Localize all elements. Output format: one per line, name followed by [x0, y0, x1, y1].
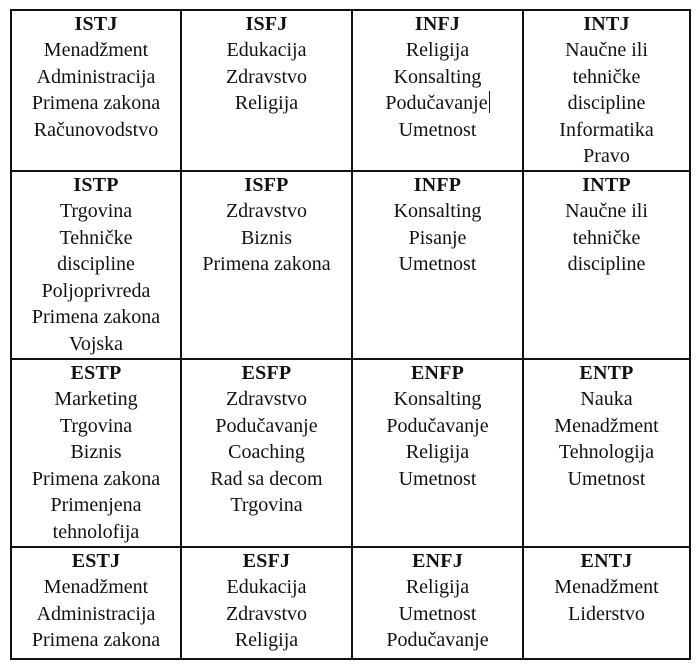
type-heading: ISTP [73, 174, 119, 196]
career-list [524, 198, 689, 278]
career-item [12, 304, 180, 331]
career-item-text: discipline [57, 253, 135, 276]
career-item-text: Biznis [240, 226, 293, 249]
career-item [182, 225, 351, 252]
career-list [182, 574, 351, 654]
career-item [12, 519, 180, 546]
career-item [524, 143, 689, 170]
career-item [182, 386, 351, 413]
type-heading: ENFP [410, 362, 465, 384]
career-item [182, 90, 351, 117]
career-item [182, 492, 351, 519]
type-cell-infp [353, 172, 524, 360]
career-item-text: Podučavanje [215, 414, 318, 437]
career-item-text: Poljoprivreda [41, 279, 151, 302]
career-item [353, 90, 522, 117]
career-item [182, 251, 351, 278]
career-list [12, 386, 180, 546]
career-item [524, 574, 689, 601]
career-list [353, 574, 522, 654]
career-item [524, 225, 689, 252]
career-item [12, 198, 180, 225]
career-item-text: Marketing [54, 388, 138, 410]
type-cell-esfj [182, 548, 353, 658]
career-item [182, 439, 351, 466]
type-cell-infj [353, 11, 524, 172]
career-item-text: Računovodstvo [33, 118, 159, 141]
career-item [353, 64, 522, 91]
career-item [353, 198, 522, 225]
type-heading: ESFJ [242, 550, 291, 572]
career-item-text: Religija [234, 629, 299, 652]
career-item [524, 37, 689, 64]
type-cell-entj [524, 548, 689, 658]
career-item [524, 601, 689, 628]
career-item-text: Primena zakona [31, 92, 161, 115]
career-list [182, 198, 351, 278]
career-item-text: Menadžment [43, 39, 149, 61]
type-cell-istj [12, 11, 182, 172]
career-item-text: Naučne ili [565, 200, 648, 222]
personality-career-table [10, 9, 691, 660]
career-list [353, 386, 522, 492]
career-item [12, 90, 180, 117]
career-item-text: Informatika [559, 118, 654, 141]
career-item [182, 37, 351, 64]
career-item [353, 439, 522, 466]
career-item [12, 251, 180, 278]
career-list [12, 574, 180, 654]
type-cell-isfp [182, 172, 353, 360]
career-item [12, 439, 180, 466]
career-item [182, 64, 351, 91]
career-item [524, 413, 689, 440]
career-item [182, 627, 351, 654]
career-item-text: Menadžment [43, 576, 149, 598]
career-list [524, 574, 689, 627]
career-item [12, 37, 180, 64]
career-item-text: Administracija [36, 65, 156, 88]
career-item [12, 413, 180, 440]
career-item-text: Primena zakona [31, 306, 161, 329]
career-item-text: Biznis [70, 441, 122, 464]
type-cell-esfp [182, 360, 353, 548]
career-item [12, 117, 180, 144]
type-cell-intj [524, 11, 689, 172]
career-item [524, 251, 689, 278]
career-item [524, 90, 689, 117]
career-item-text: Administracija [36, 602, 156, 625]
career-item [524, 117, 689, 144]
text-cursor-mark [489, 91, 490, 113]
type-cell-isfj [182, 11, 353, 172]
career-item-text: Religija [405, 441, 470, 464]
career-item [524, 64, 689, 91]
career-item-text: Religija [234, 92, 299, 115]
type-heading: ISFJ [245, 13, 288, 35]
career-item [353, 251, 522, 278]
type-heading: ENTP [579, 362, 634, 384]
career-item-text: Trgovina [59, 414, 133, 437]
career-item [353, 466, 522, 493]
type-heading: ESFP [241, 362, 292, 384]
career-item-text: Religija [405, 576, 470, 598]
career-item [12, 574, 180, 601]
career-item-text: Pravo [583, 145, 630, 168]
career-item-text: Tehnologija [558, 441, 655, 464]
type-cell-enfp [353, 360, 524, 548]
career-item-text: Edukacija [226, 576, 307, 598]
career-list [182, 386, 351, 519]
career-item-text: Umetnost [398, 253, 477, 276]
career-item [353, 627, 522, 654]
career-item-text: discipline [567, 253, 646, 276]
type-heading: ENTJ [580, 550, 633, 572]
career-item-text: Religija [405, 39, 470, 61]
career-item [524, 198, 689, 225]
type-cell-istp [12, 172, 182, 360]
career-item-text: Umetnost [398, 602, 477, 625]
career-item [182, 413, 351, 440]
career-list [353, 198, 522, 278]
career-item [524, 439, 689, 466]
type-cell-estj [12, 548, 182, 658]
type-heading: ESTP [70, 362, 122, 384]
career-item-text: Podučavanje [385, 92, 488, 115]
career-item [182, 198, 351, 225]
career-item-text: Umetnost [398, 467, 477, 490]
career-item-text: Zdravstvo [225, 602, 308, 625]
type-cell-entp [524, 360, 689, 548]
career-item-text: Coaching [228, 441, 305, 464]
career-item-text: Vojska [68, 332, 124, 355]
type-heading: INTJ [583, 13, 630, 35]
career-item-text: tehnolofija [52, 520, 140, 543]
career-item [12, 278, 180, 305]
career-item-text: Primenjena [50, 494, 142, 517]
career-list [182, 37, 351, 117]
career-item-text: Nauka [580, 388, 633, 410]
career-item-text: Umetnost [567, 467, 646, 490]
career-list [524, 386, 689, 492]
type-heading: INFP [413, 174, 462, 196]
career-item [12, 466, 180, 493]
career-item-text: Konsalting [393, 200, 482, 222]
career-item [353, 37, 522, 64]
career-item [12, 64, 180, 91]
career-item-text: Trgovina [230, 494, 303, 517]
career-item [182, 601, 351, 628]
career-item-text: Zdravstvo [225, 65, 308, 88]
career-item [12, 225, 180, 252]
career-item-text: Zdravstvo [225, 388, 308, 410]
career-list [12, 37, 180, 143]
career-item-text: Primena zakona [31, 467, 161, 490]
type-heading: ISFP [244, 174, 289, 196]
career-item-text: Menadžment [554, 414, 659, 437]
career-item [353, 574, 522, 601]
career-item [182, 466, 351, 493]
career-item [353, 386, 522, 413]
career-item-text: tehničke [572, 65, 641, 88]
career-item [524, 466, 689, 493]
type-heading: INFJ [414, 13, 461, 35]
career-item-text: discipline [567, 92, 646, 115]
career-item-text: Menadžment [554, 576, 659, 598]
type-cell-enfj [353, 548, 524, 658]
type-heading: INTP [582, 174, 631, 196]
career-item-text: Pisanje [408, 226, 467, 249]
career-item-text: Liderstvo [568, 602, 645, 625]
career-item [353, 413, 522, 440]
type-heading: ISTJ [74, 13, 118, 35]
career-item [12, 386, 180, 413]
career-item [12, 627, 180, 654]
career-item [524, 386, 689, 413]
type-cell-estp [12, 360, 182, 548]
career-item-text: Konsalting [393, 65, 482, 88]
career-item [353, 117, 522, 144]
career-list [353, 37, 522, 143]
career-item-text: tehničke [572, 226, 641, 249]
career-item [12, 601, 180, 628]
career-item-text: Edukacija [226, 39, 307, 61]
career-item-text: Umetnost [398, 118, 477, 141]
career-item-text: Rad sa decom [210, 467, 323, 490]
career-item-text: Konsalting [393, 388, 482, 410]
career-list [12, 198, 180, 358]
career-item-text: Naučne ili [565, 39, 648, 61]
type-cell-intp [524, 172, 689, 360]
career-item [353, 225, 522, 252]
career-item-text: Podučavanje [386, 414, 489, 437]
career-item-text: Primena zakona [31, 629, 161, 652]
career-item-text: Trgovina [59, 200, 133, 222]
career-item-text: Zdravstvo [225, 200, 308, 222]
career-item [353, 601, 522, 628]
career-item [12, 331, 180, 358]
career-list [524, 37, 689, 170]
type-heading: ESTJ [71, 550, 121, 572]
career-item-text: Podučavanje [386, 629, 489, 652]
career-item-text: Tehničke [59, 226, 133, 249]
type-heading: ENFJ [412, 550, 463, 572]
career-item [12, 492, 180, 519]
career-item [182, 574, 351, 601]
career-item-text: Primena zakona [202, 253, 331, 276]
